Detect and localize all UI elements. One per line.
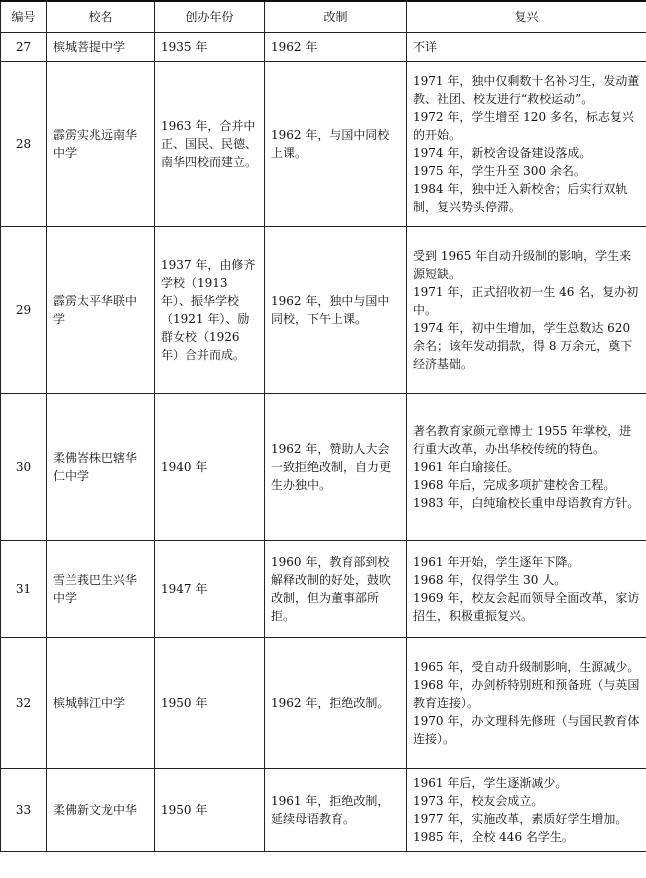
table-row bbox=[1, 638, 646, 769]
founded-year: 1937 年，由修齐学校（1913 年）、振华学校（1921 年）、励群女校（1926 年）合并而成。 bbox=[155, 227, 265, 394]
header-reform: 改制 bbox=[265, 1, 407, 33]
revival-entry: 1970 年，办文理科先修班（与国民教育体连接）。 bbox=[413, 714, 640, 746]
revival-entry: 1961 年白瑜接任。 bbox=[413, 460, 520, 474]
reform-info: 1962 年，与国中同校上课。 bbox=[265, 62, 407, 227]
row-num: 33 bbox=[1, 769, 47, 852]
school-name: 雪兰莪巴生兴华中学 bbox=[47, 541, 155, 638]
revival-entry: 1969 年，校友会起而领导全面改革，家访招生，积极重振复兴。 bbox=[413, 591, 640, 623]
row-num: 32 bbox=[1, 638, 47, 769]
revival-entry: 1968 年，仅得学生 30 人。 bbox=[413, 573, 567, 587]
header-num: 编号 bbox=[1, 1, 47, 33]
row-num: 27 bbox=[1, 33, 47, 62]
header-revival: 复兴 bbox=[407, 1, 646, 33]
founded-year: 1947 年 bbox=[155, 541, 265, 638]
school-name: 柔佛峇株巴辖华仁中学 bbox=[47, 394, 155, 541]
revival-entry: 不详 bbox=[413, 40, 438, 54]
revival-entry: 1961 年开始，学生逐年下降。 bbox=[413, 555, 580, 569]
revival-entry: 1965 年，受自动升级制影响，生源减少。 bbox=[413, 660, 640, 674]
revival-entry: 1984 年，独中迁入新校舍；后实行双轨制，复兴势头停滞。 bbox=[413, 182, 628, 214]
table-row bbox=[1, 541, 646, 638]
revival-entry: 1961 年后，学生逐渐减少。 bbox=[413, 776, 568, 790]
revival-entry: 1968 年，办剑桥特别班和预备班（与英国教育连接）。 bbox=[413, 678, 640, 710]
revival-entry: 1974 年，新校舍设备建设落成。 bbox=[413, 146, 592, 160]
revival-entry: 1971 年，独中仅剩数十名补习生，发动董教、社团、校友进行“救校运动”。 bbox=[413, 74, 640, 106]
revival-info bbox=[407, 541, 646, 638]
table-row bbox=[1, 769, 646, 852]
school-name: 槟城韩江中学 bbox=[47, 638, 155, 769]
header-founded: 创办年份 bbox=[155, 1, 265, 33]
founded-year: 1940 年 bbox=[155, 394, 265, 541]
header-name: 校名 bbox=[47, 1, 155, 33]
founded-year: 1950 年 bbox=[155, 638, 265, 769]
revival-info bbox=[407, 33, 646, 62]
revival-entry: 受到 1965 年自动升级制的影响，学生来源短缺。 bbox=[413, 249, 632, 281]
reform-info: 1962 年 bbox=[265, 33, 407, 62]
table-row bbox=[1, 227, 646, 394]
revival-entry: 1983 年，白纯瑜校长重申母语教育方针。 bbox=[413, 496, 640, 510]
revival-entry: 1971 年，正式招收初一生 46 名，复办初中。 bbox=[413, 285, 639, 317]
revival-info bbox=[407, 769, 646, 852]
row-num: 30 bbox=[1, 394, 47, 541]
founded-year: 1935 年 bbox=[155, 33, 265, 62]
reform-info: 1962 年，独中与国中同校，下午上课。 bbox=[265, 227, 407, 394]
row-num: 29 bbox=[1, 227, 47, 394]
revival-entry: 1977 年，实施改革，素质好学生增加。 bbox=[413, 812, 628, 826]
row-num: 31 bbox=[1, 541, 47, 638]
table-row bbox=[1, 33, 646, 62]
school-name: 霹雳实兆远南华中学 bbox=[47, 62, 155, 227]
school-name: 柔佛新文龙中华 bbox=[47, 769, 155, 852]
revival-entry: 著名教育家颜元章博士 1955 年掌校，进行重大改革，办出华校传统的特色。 bbox=[413, 424, 632, 456]
founded-year: 1963 年，合并中正、国民、民德、南华四校而建立。 bbox=[155, 62, 265, 227]
revival-info bbox=[407, 638, 646, 769]
row-num: 28 bbox=[1, 62, 47, 227]
revival-info bbox=[407, 394, 646, 541]
revival-info bbox=[407, 227, 646, 394]
school-name: 霹雳太平华联中学 bbox=[47, 227, 155, 394]
header-row bbox=[1, 1, 646, 33]
revival-info bbox=[407, 62, 646, 227]
reform-info: 1961 年，拒绝改制，延续母语教育。 bbox=[265, 769, 407, 852]
table-row bbox=[1, 62, 646, 227]
revival-entry: 1968 年后，完成多项扩建校舍工程。 bbox=[413, 478, 616, 492]
table-row bbox=[1, 394, 646, 541]
revival-entry: 1973 年，校友会成立。 bbox=[413, 794, 544, 808]
revival-entry: 1975 年，学生升至 300 余名。 bbox=[413, 164, 586, 178]
revival-entry: 1974 年，初中生增加，学生总数达 620 余名；该年发动捐款，得 8 万余元，奠下经济基础。 bbox=[413, 321, 633, 371]
reform-info: 1960 年，教育部到校解释改制的好处，鼓吹改制，但为董事部所拒。 bbox=[265, 541, 407, 638]
school-name: 槟城菩提中学 bbox=[47, 33, 155, 62]
reform-info: 1962 年，拒绝改制。 bbox=[265, 638, 407, 769]
reform-info: 1962 年，赞助人大会一致拒绝改制，自力更生办独中。 bbox=[265, 394, 407, 541]
founded-year: 1950 年 bbox=[155, 769, 265, 852]
revival-entry: 1972 年，学生增至 120 多名，标志复兴的开始。 bbox=[413, 110, 634, 142]
revival-entry: 1985 年，全校 446 名学生。 bbox=[413, 830, 574, 844]
